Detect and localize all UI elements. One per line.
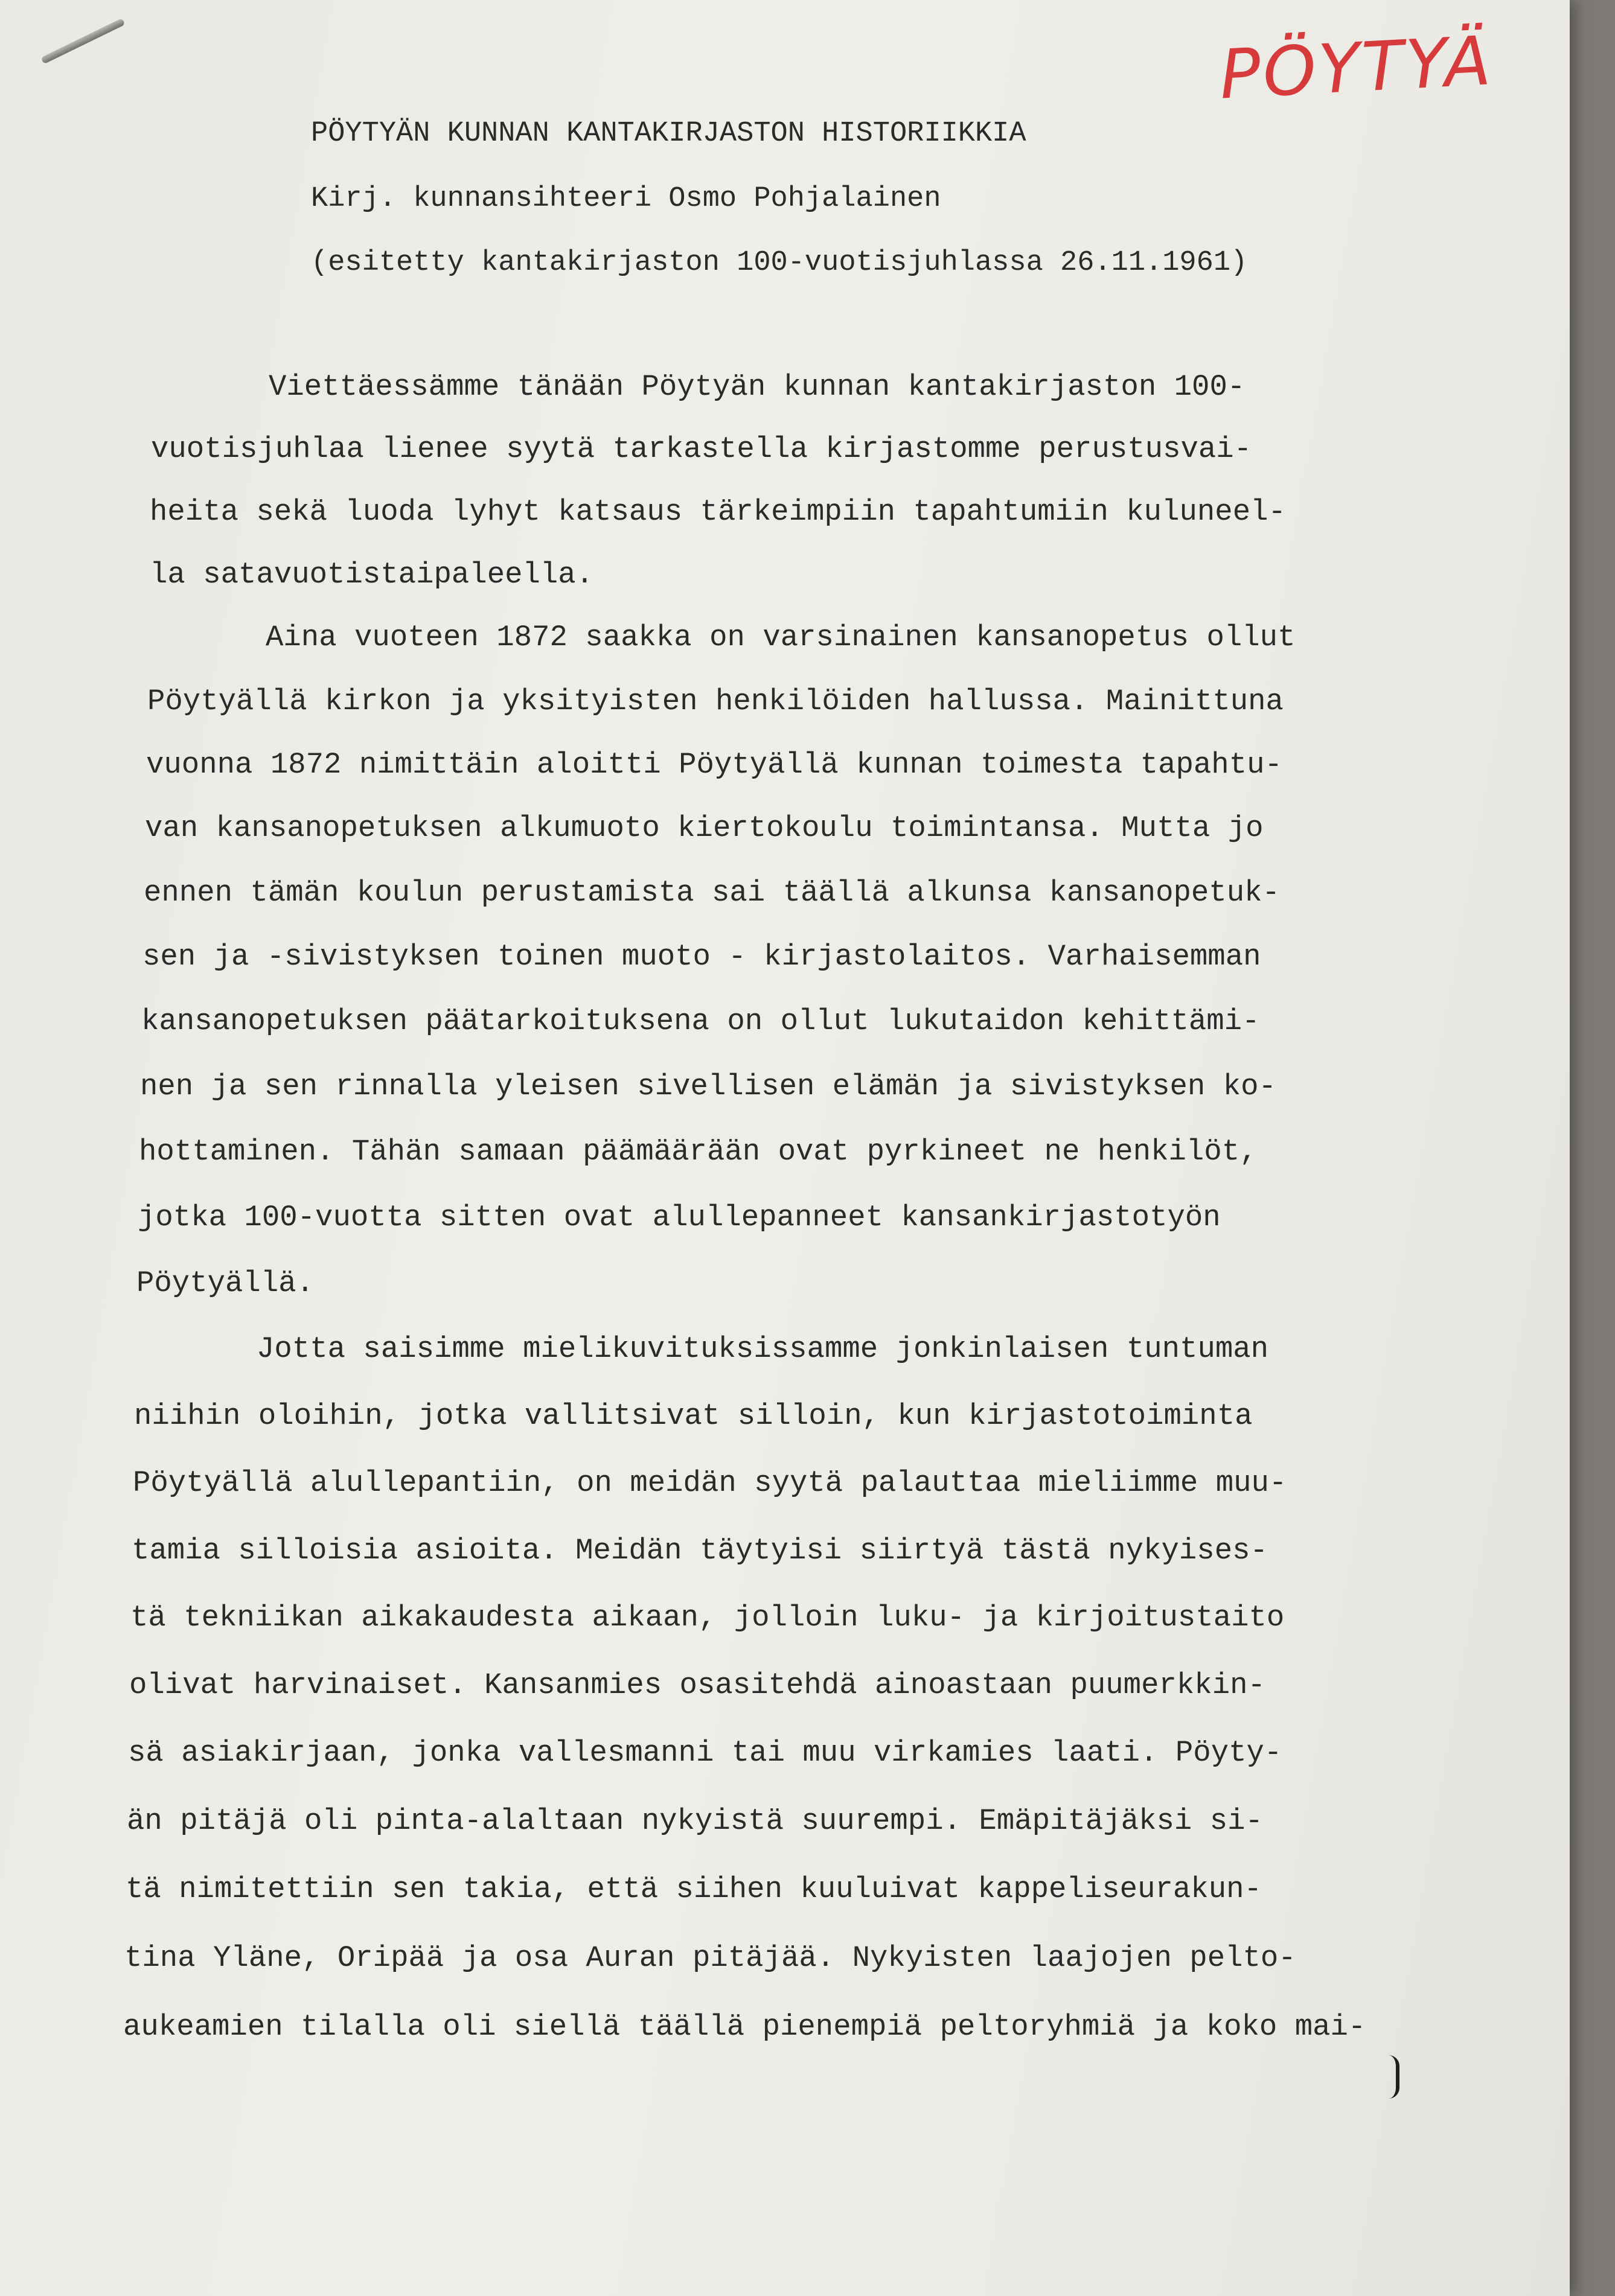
staple bbox=[40, 18, 125, 65]
body-line: hottaminen. Tähän samaan päämäärään ovat pyrkineet ne henkilöt, bbox=[139, 1135, 1258, 1169]
body-line: sen ja -sivistyksen toinen muoto - kirjastolaitos. Varhaisemman bbox=[142, 940, 1261, 974]
body-line: olivat harvinaiset. Kansanmies osasitehdä ainoastaan puumerkkin- bbox=[129, 1668, 1265, 1702]
body-line: Pöytyällä. bbox=[136, 1266, 315, 1300]
body-line: kansanopetuksen päätarkoituksena on ollut lukutaidon kehittämi- bbox=[141, 1004, 1260, 1038]
body-line: Pöytyällä kirkon ja yksityisten henkilöiden hallussa. Mainittuna bbox=[147, 684, 1284, 718]
pen-mark bbox=[1389, 2055, 1399, 2099]
body-line: vuonna 1872 nimittäin aloitti Pöytyällä kunnan toimesta tapahtu- bbox=[146, 748, 1282, 782]
body-line: Pöytyällä alullepantiin, on meidän syytä palauttaa mieliimme muu- bbox=[133, 1466, 1287, 1500]
body-line: Aina vuoteen 1872 saakka on varsinainen kansanopetus ollut bbox=[266, 620, 1296, 654]
body-line: tä tekniikan aikakaudesta aikaan, jolloin luku- ja kirjoitustaito bbox=[130, 1601, 1285, 1634]
body-line: Viettäessämme tänään Pöytyän kunnan kantakirjaston 100- bbox=[269, 370, 1246, 404]
body-line: niihin oloihin, jotka vallitsivat silloin, kun kirjastotoiminta bbox=[134, 1399, 1253, 1433]
author-line: Kirj. kunnansihteeri Osmo Pohjalainen bbox=[311, 183, 941, 215]
body-line: än pitäjä oli pinta-alaltaan nykyistä suurempi. Emäpitäjäksi si- bbox=[127, 1804, 1263, 1838]
occasion-line: (esitetty kantakirjaston 100-vuotisjuhlassa 26.11.1961) bbox=[311, 247, 1248, 279]
body-line: sä asiakirjaan, jonka vallesmanni tai muu virkamies laati. Pöyty- bbox=[128, 1736, 1282, 1770]
body-line: ennen tämän koulun perustamista sai täällä alkunsa kansanopetuk- bbox=[144, 876, 1280, 910]
body-line: nen ja sen rinnalla yleisen sivellisen elämän ja sivistyksen ko- bbox=[140, 1070, 1276, 1103]
body-line: tamia silloisia asioita. Meidän täytyisi siirtyä tästä nykyises- bbox=[132, 1534, 1268, 1567]
body-line: tina Yläne, Oripää ja osa Auran pitäjää. Nykyisten laajojen pelto- bbox=[124, 1941, 1296, 1975]
body-line: tä nimitettiin sen takia, että siihen kuuluivat kappeliseurakun- bbox=[126, 1872, 1262, 1906]
body-line: vuotisjuhlaa lienee syytä tarkastella kirjastomme perustusvai- bbox=[151, 432, 1252, 466]
handwritten-annotation: PÖYTYÄ bbox=[1217, 22, 1495, 115]
body-line: jotka 100-vuotta sitten ovat alullepanneet kansankirjastotyön bbox=[138, 1201, 1221, 1234]
body-line: Jotta saisimme mielikuvituksissamme jonkinlaisen tuntuman bbox=[257, 1332, 1269, 1366]
body-line: heita sekä luoda lyhyt katsaus tärkeimpiin tapahtumiin kuluneel- bbox=[150, 495, 1286, 529]
document-title: PÖYTYÄN KUNNAN KANTAKIRJASTON HISTORIIKKIA bbox=[311, 118, 1026, 150]
body-line: aukeamien tilalla oli siellä täällä pienempiä peltoryhmiä ja koko mai- bbox=[123, 2010, 1366, 2044]
body-line: la satavuotistaipaleella. bbox=[150, 558, 594, 592]
body-line: van kansanopetuksen alkumuoto kiertokoulu toimintansa. Mutta jo bbox=[145, 811, 1264, 845]
